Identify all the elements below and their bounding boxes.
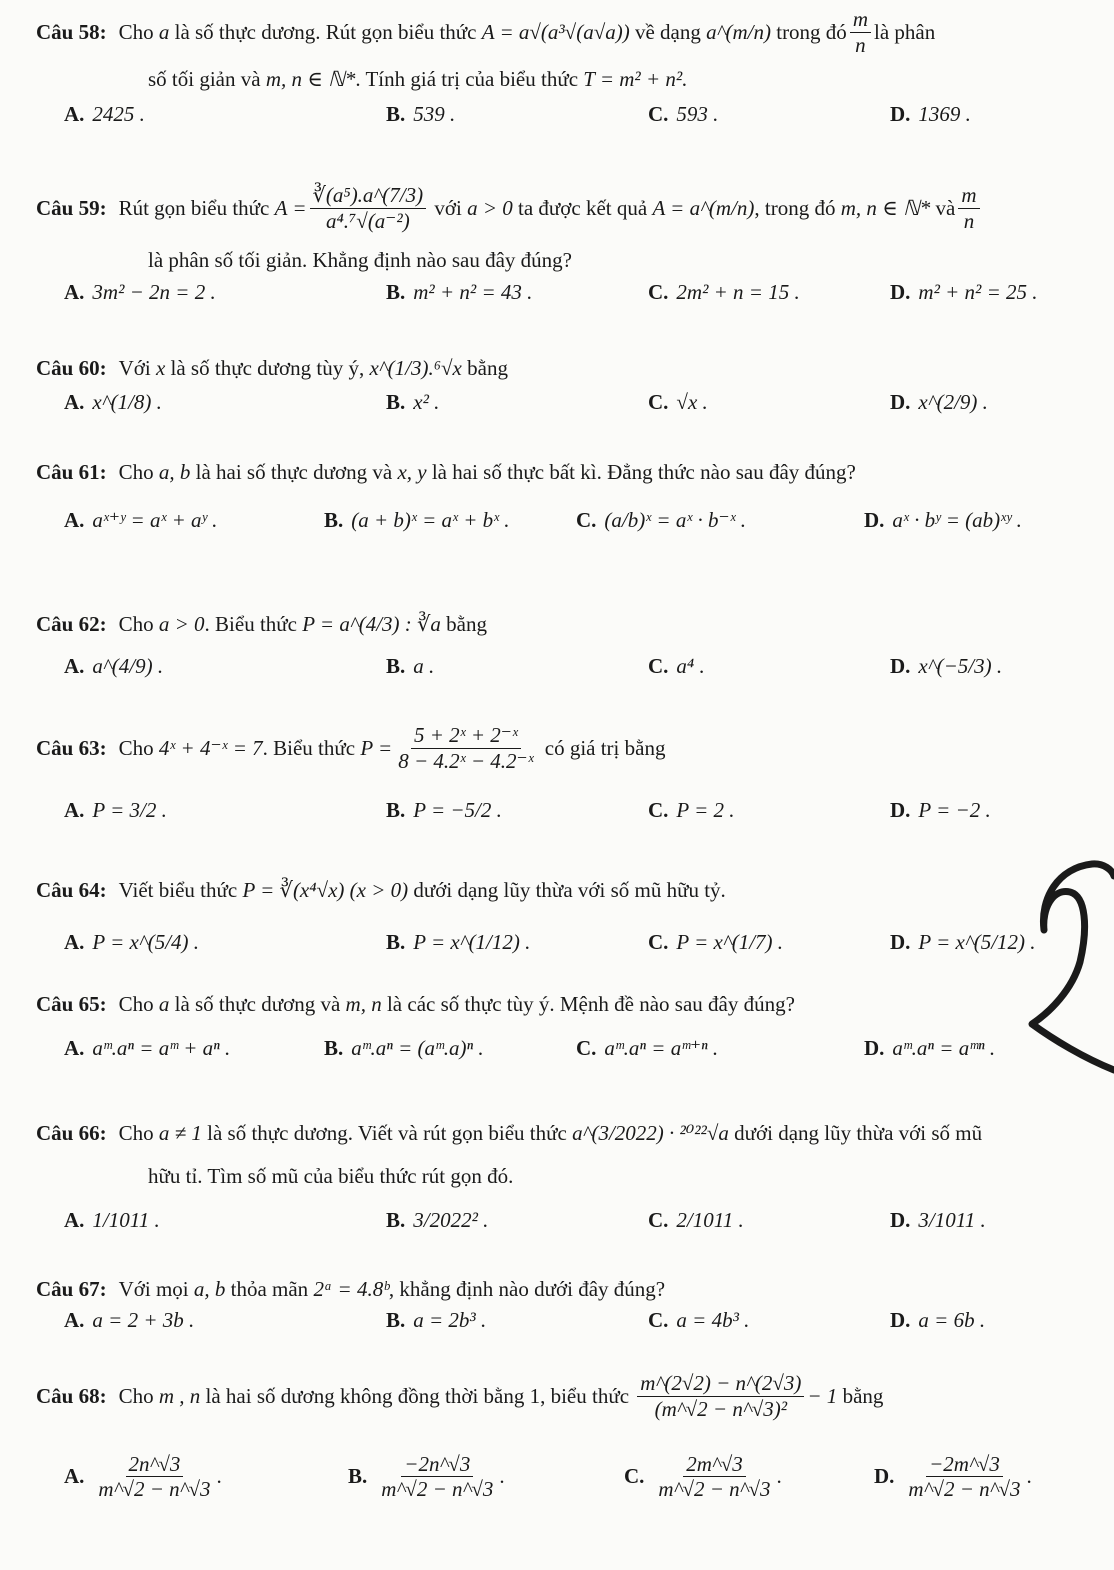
question-62: Câu 62: Cho a > 0 . Biểu thức P = a^(4/3) : ∛a bằng A. a^(4/9) . B. a . C. a⁴ . D. x^(−5/3) . [36, 600, 1102, 696]
expression-fraction: $\frac{m\^{}(2√2) - n\^{}(2√3)}{\text{(m\textasciicircum{}√2 − n\textasciicircum{}√3)²}}$ [637, 1371, 804, 1420]
answer-options [64, 1452, 1102, 1522]
question-68: Câu 68: Cho m , n là hai số dương không đồng thời bằng 1, biểu thức $\frac{m\^{}(2√2) - n\^{}(2√3)}{\text{(m\textasciicircum{}√2 − n\textasciicircum{}√3)²}}$ − 1 bằng A. $\frac{2n\^{}√3}{m\^{}√2 - n\^{}√3}$ . B. $\frac{-2n\^{}√3}{m\^{}√2 - n\^{}√3}$ . C. $\frac{2m\^{}√3}{m\^{}√2 - n\^{}√3}$ . D. $\frac{-2m\^{}√3}{m\^{}√2 - n\^{}√3}$ . [36, 1362, 1102, 1500]
option-a[interactable]: A. 1/1011 . [64, 1208, 160, 1232]
answer-options [64, 654, 1102, 702]
option-d[interactable]: D. $\frac{-2m\^{}√3}{m\^{}√2 - n\^{}√3}$ . [874, 1452, 1032, 1502]
answer-options [64, 390, 1102, 436]
question-label: Câu 63: [36, 735, 107, 760]
option-a[interactable]: A. a^(4/9) . [64, 654, 164, 678]
question-label: Câu 62: [36, 611, 107, 636]
fraction-m-n: $\frac{m}{n}$ [850, 7, 871, 56]
answer-options [64, 102, 1102, 142]
question-label: Câu 60: [36, 355, 107, 380]
option-c[interactable]: C. 2/1011 . [648, 1208, 744, 1232]
option-b[interactable]: B. m² + n² = 43 . [386, 280, 533, 304]
question-label: Câu 59: [36, 195, 107, 220]
option-c[interactable]: C. a = 4b³ . [648, 1308, 750, 1332]
question-64: Câu 64: Viết biểu thức P = ∛(x⁴√x) (x > 0) dưới dạng lũy thừa với số mũ hữu tỷ. A. P = x^(5/4) . B. P = x^(1/12) . C. P = x^(1/7) . D. P = x^(5/12) . [36, 866, 1102, 964]
expression: a^(3/2022) · ²⁰²²√a [572, 1120, 729, 1145]
option-c[interactable]: C. 2m² + n = 15 . [648, 280, 800, 304]
option-a[interactable]: A. $\frac{2n\^{}√3}{m\^{}√2 - n\^{}√3}$ . [64, 1452, 222, 1502]
option-c[interactable]: C. a⁴ . [648, 654, 705, 678]
question-60: Câu 60: Với x là số thực dương tùy ý, x^(1/3).⁶√x bằng A. x^(1/8) . B. x² . C. √x . D. x^(2/9) . [36, 346, 1102, 436]
option-a[interactable]: A. aˣ⁺ʸ = aˣ + aʸ . [64, 508, 218, 532]
answer-options [64, 1208, 1102, 1260]
question-label: Câu 61: [36, 459, 107, 484]
option-c[interactable]: C. $\frac{2m\^{}√3}{m\^{}√2 - n\^{}√3}$ . [624, 1452, 782, 1502]
question-61: Câu 61: Cho a, b là hai số thực dương và x, y là hai số thực bất kì. Đẳng thức nào sau đây đúng? A. aˣ⁺ʸ = aˣ + aʸ . B. (a + b)ˣ = aˣ + bˣ . C. (a/b)ˣ = aˣ · b⁻ˣ . D. aˣ · bʸ = (ab)ˣʸ . [36, 450, 1102, 554]
option-b[interactable]: B. 3/2022² . [386, 1208, 489, 1232]
option-d[interactable]: D. P = −2 . [890, 798, 991, 822]
expression: P = ∛(x⁴√x) (x > 0) [242, 877, 409, 902]
option-a[interactable]: A. x^(1/8) . [64, 390, 162, 414]
option-a[interactable]: A. 3m² − 2n = 2 . [64, 280, 216, 304]
question-63: Câu 63: Cho 4ˣ + 4⁻ˣ = 7 . Biểu thức P = $\frac{\text{5 + 2ˣ + 2⁻ˣ}}{\text{8 − 4.2ˣ − 4.2⁻ˣ}}$ có giá trị bằng A. P = 3/2 . B. P = −5/2 . C. P = 2 . D. P = −2 . [36, 716, 1102, 840]
option-c[interactable]: C. aᵐ.aⁿ = aᵐ⁺ⁿ . [576, 1036, 719, 1060]
question-67: Câu 67: Với mọi a, b thỏa mãn 2ᵃ = 4.8ᵇ , khẳng định nào dưới đây đúng? A. a = 2 + 3b . B. a = 2b³ . C. a = 4b³ . D. a = 6b . [36, 1270, 1102, 1348]
answer-options [64, 1036, 1102, 1082]
option-c[interactable]: C. P = x^(1/7) . [648, 930, 784, 954]
option-d[interactable]: D. x^(2/9) . [890, 390, 988, 414]
expression: P = a^(4/3) : ∛a [302, 611, 441, 636]
option-d[interactable]: D. m² + n² = 25 . [890, 280, 1038, 304]
option-c[interactable]: C. 593 . [648, 102, 719, 126]
question-label: Câu 58: [36, 19, 107, 44]
option-b[interactable]: B. x² . [386, 390, 440, 414]
option-d[interactable]: D. aᵐ.aⁿ = aᵐⁿ . [864, 1036, 996, 1060]
option-d[interactable]: D. 3/1011 . [890, 1208, 986, 1232]
answer-options [64, 508, 1102, 568]
expression-fraction: $\frac{\text{5 + 2ˣ + 2⁻ˣ}}{\text{8 − 4.2ˣ − 4.2⁻ˣ}}$ [398, 723, 534, 773]
question-label: Câu 65: [36, 991, 107, 1016]
target-form: a^(m/n) [706, 19, 771, 44]
option-a[interactable]: A. a = 2 + 3b . [64, 1308, 195, 1332]
expression: x^(1/3).⁶√x [369, 355, 462, 380]
option-a[interactable]: A. aᵐ.aⁿ = aᵐ + aⁿ . [64, 1036, 231, 1060]
question-label: Câu 64: [36, 877, 107, 902]
option-b[interactable]: B. $\frac{-2n\^{}√3}{m\^{}√2 - n\^{}√3}$ . [348, 1452, 505, 1502]
question-65: Câu 65: Cho a là số thực dương và m, n là các số thực tùy ý. Mệnh đề nào sau đây đúng? A. aᵐ.aⁿ = aᵐ + aⁿ . B. aᵐ.aⁿ = (aᵐ.a)ⁿ . C. aᵐ.aⁿ = aᵐ⁺ⁿ . D. aᵐ.aⁿ = aᵐⁿ . [36, 982, 1102, 1072]
option-a[interactable]: A. P = 3/2 . [64, 798, 167, 822]
option-c[interactable]: C. (a/b)ˣ = aˣ · b⁻ˣ . [576, 508, 747, 532]
question-label: Câu 66: [36, 1120, 107, 1145]
option-d[interactable]: D. aˣ · bʸ = (ab)ˣʸ . [864, 508, 1022, 532]
option-b[interactable]: B. (a + b)ˣ = aˣ + bˣ . [324, 508, 510, 532]
option-b[interactable]: B. a = 2b³ . [386, 1308, 487, 1332]
option-a[interactable]: A. P = x^(5/4) . [64, 930, 200, 954]
option-d[interactable]: D. x^(−5/3) . [890, 654, 1003, 678]
question-58: Câu 58: Cho a là số thực dương. Rút gọn biểu thức A = a√(a³√(a√a)) về dạng a^(m/n) trong đó $\frac{m}{n}$ là phân số tối giản và m, n ∈ ℕ* . Tính giá trị của biểu thức T = m² + n². A. 2425 . B. 539 . C. 593 . D. 1369 . [36, 8, 1102, 142]
expression: A = a√(a³√(a√a)) [481, 19, 630, 44]
option-b[interactable]: B. P = x^(1/12) . [386, 930, 531, 954]
option-b[interactable]: B. a . [386, 654, 435, 678]
question-label: Câu 67: [36, 1276, 107, 1301]
option-b[interactable]: B. 539 . [386, 102, 456, 126]
question-label: Câu 68: [36, 1383, 107, 1408]
question-59: Câu 59: Rút gọn biểu thức A = $\frac{\text{∛(a⁵).a\textasciicircum{}(7/3)}}{\text{a⁴.⁷√(a⁻²)}}$ với a > 0 ta được kết quả A = a^(m/n) , trong đó m, n ∈ ℕ* và $\frac{m}{n}$ là phân số tối giản. Khẳng định nào sau đây đúng? A. 3m² − 2n = 2 . B. m² + n² = 43 . C. 2m² + n = 15 . D. m² + n² = 25 . [36, 176, 1102, 320]
option-c[interactable]: C. P = 2 . [648, 798, 735, 822]
option-d[interactable]: D. P = x^(5/12) . [890, 930, 1036, 954]
option-d[interactable]: D. 1369 . [890, 102, 971, 126]
handwritten-scribble-icon [1014, 858, 1114, 1098]
answer-options [64, 930, 1102, 980]
answer-options [64, 1308, 1102, 1348]
option-a[interactable]: A. 2425 . [64, 102, 145, 126]
option-b[interactable]: B. aᵐ.aⁿ = (aᵐ.a)ⁿ . [324, 1036, 484, 1060]
option-c[interactable]: C. √x . [648, 390, 708, 414]
expression-fraction: $\frac{\text{∛(a⁵).a\textasciicircum{}(7/3)}}{\text{a⁴.⁷√(a⁻²)}}$ [310, 183, 427, 232]
option-d[interactable]: D. a = 6b . [890, 1308, 986, 1332]
answer-options [64, 798, 1102, 858]
answer-options [64, 280, 1102, 320]
question-66: Câu 66: Cho a ≠ 1 là số thực dương. Viết và rút gọn biểu thức a^(3/2022) · ²⁰²²√a dưới dạng lũy thừa với số mũ hữu tỉ. Tìm số mũ của biểu thức rút gọn đó. A. 1/1011 . B. 3/2022² . C. 2/1011 . D. 3/1011 . [36, 1108, 1102, 1246]
fraction-m-n: $\frac{m}{n}$ [958, 183, 979, 232]
option-b[interactable]: B. P = −5/2 . [386, 798, 502, 822]
